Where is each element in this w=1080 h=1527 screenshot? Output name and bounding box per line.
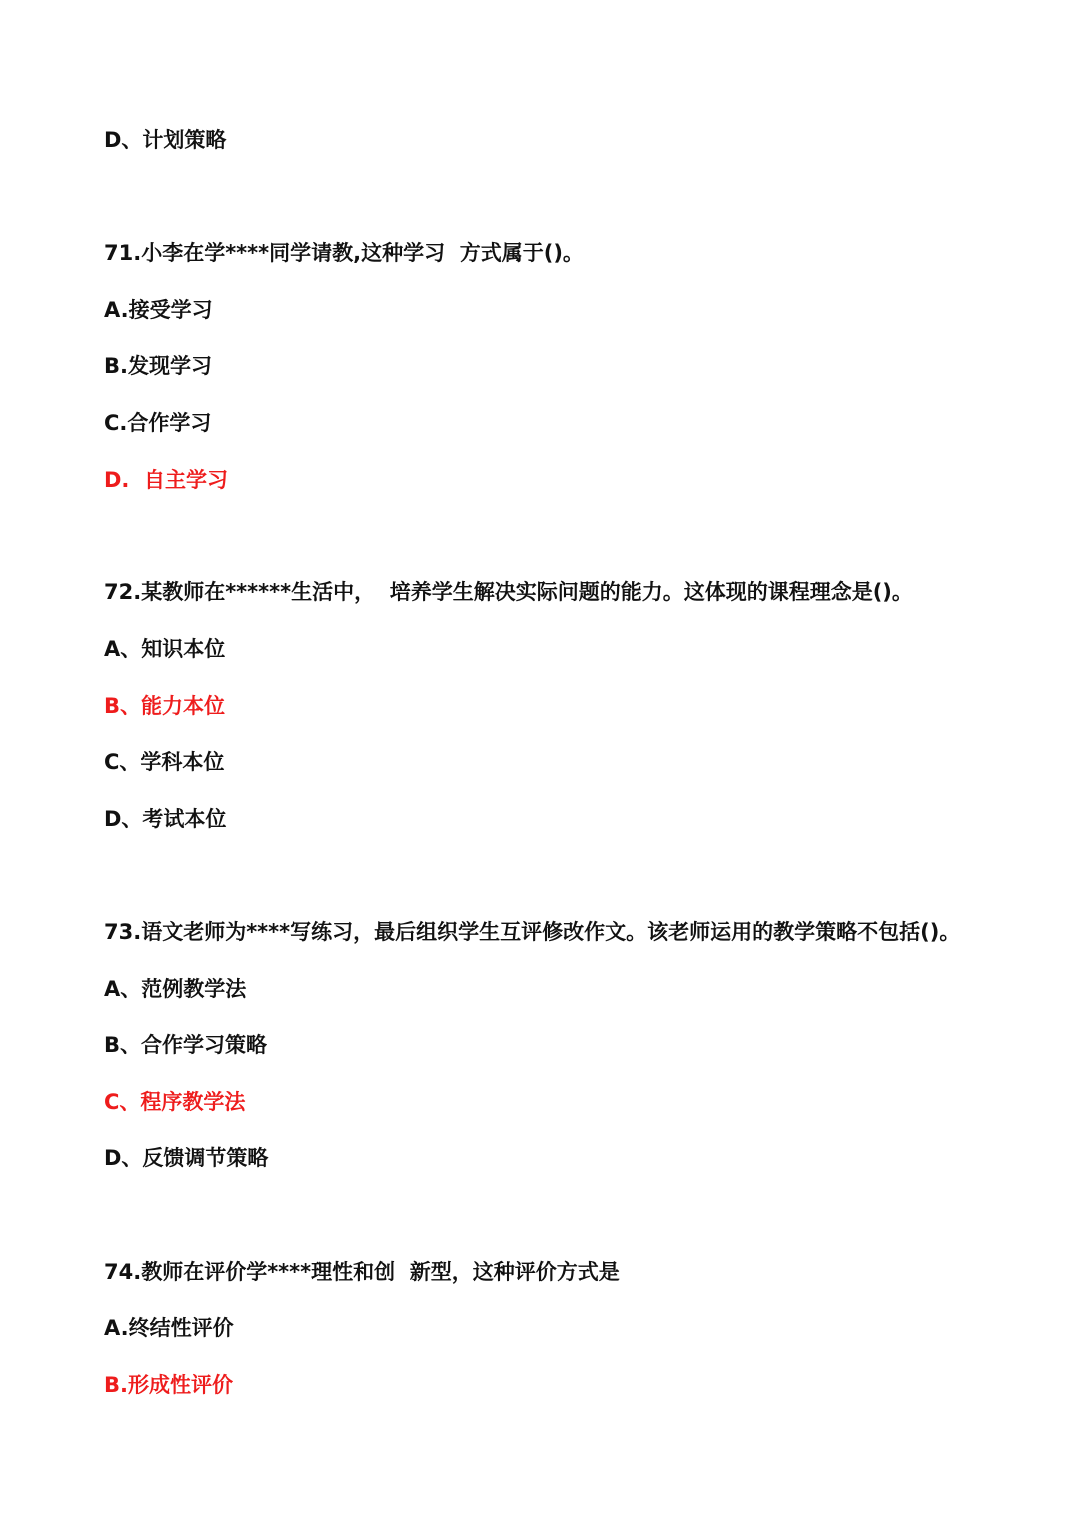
option-a: A、范例教学法 — [104, 977, 247, 1001]
question-stem: 74.教师在评价学****理性和创 新型，这种评价方式是 — [104, 1260, 620, 1284]
option-b-correct-answer: B.形成性评价 — [104, 1373, 233, 1397]
option-c-correct-answer: C、程序教学法 — [104, 1090, 246, 1114]
option-d: D、考试本位 — [104, 807, 227, 831]
option-c: C.合作学习 — [104, 411, 212, 435]
previous-question-option-d: D、计划策略 — [104, 128, 227, 152]
option-a: A.接受学习 — [104, 298, 213, 322]
option-a: A、知识本位 — [104, 637, 226, 661]
option-d-correct-answer: D. 自主学习 — [104, 468, 229, 492]
question-stem: 71.小李在学****同学请教,这种学习 方式属于()。 — [104, 241, 584, 265]
option-d: D、反馈调节策略 — [104, 1146, 269, 1170]
option-a: A.终结性评价 — [104, 1316, 234, 1340]
question-stem: 73.语文老师为****写练习，最后组织学生互评修改作文。该老师运用的教学策略不包括()。 — [104, 920, 961, 944]
question-stem: 72.某教师在******生活中， 培养学生解决实际问题的能力。这体现的课程理念是()。 — [104, 580, 913, 604]
option-b-correct-answer: B、能力本位 — [104, 694, 226, 718]
option-c: C、学科本位 — [104, 750, 225, 774]
option-b: B、合作学习策略 — [104, 1033, 268, 1057]
option-b: B.发现学习 — [104, 354, 212, 378]
